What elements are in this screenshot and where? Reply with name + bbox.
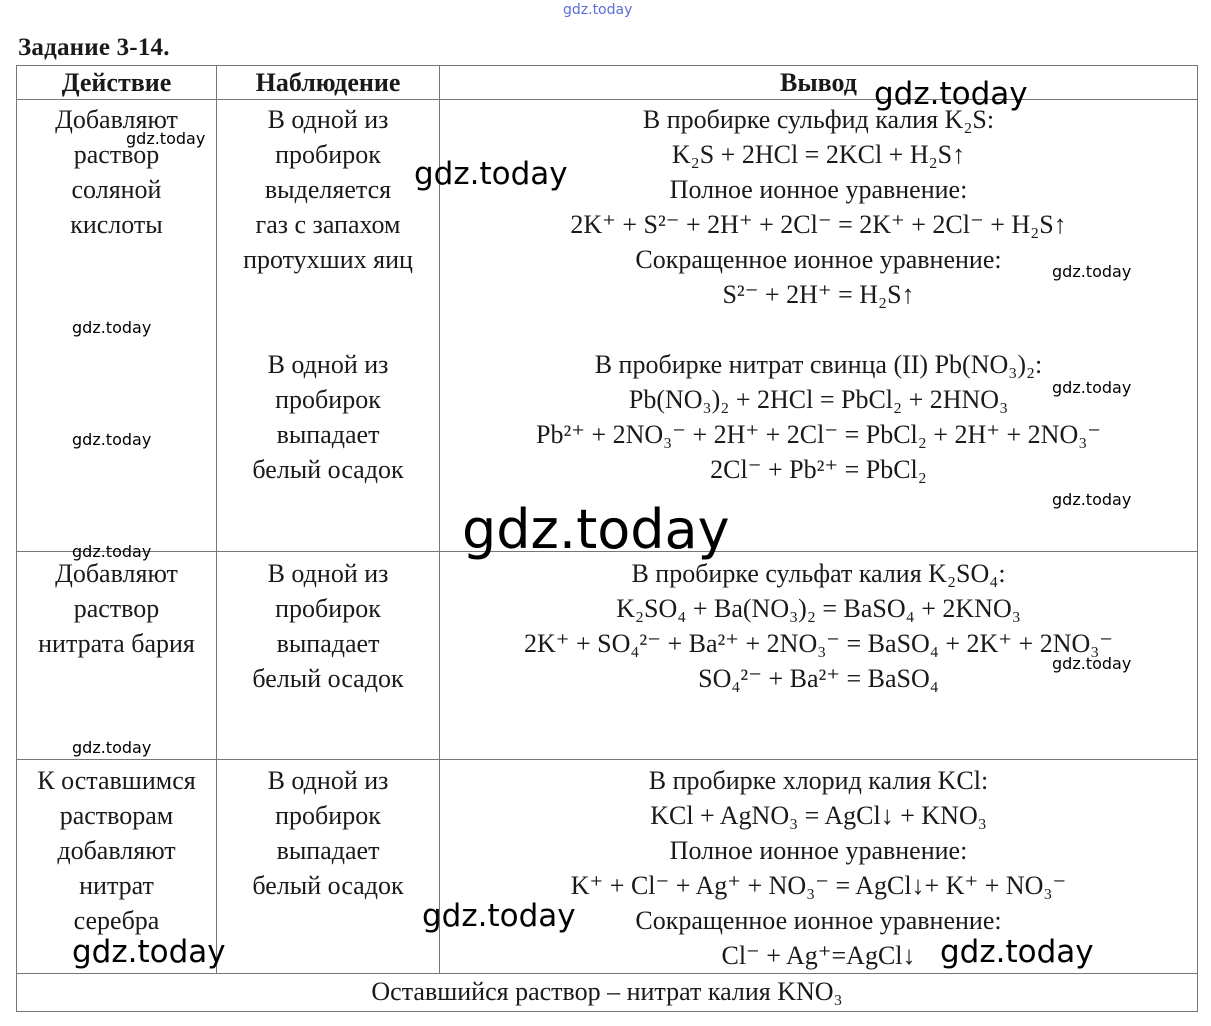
watermark: gdz.today bbox=[72, 430, 152, 449]
text-line: В одной из bbox=[267, 105, 389, 134]
watermark: gdz.today bbox=[422, 898, 576, 934]
text-line: пробирок bbox=[275, 594, 381, 623]
table-row-barium bbox=[17, 552, 1198, 760]
full-ionic-label: Полное ионное уравнение: bbox=[669, 836, 968, 865]
observation-cell bbox=[217, 552, 440, 760]
text-line: К оставшимся bbox=[37, 766, 196, 795]
watermark: gdz.today bbox=[126, 129, 206, 148]
text-line: В одной из bbox=[267, 350, 389, 379]
text-line: выпадает bbox=[276, 629, 380, 658]
text-line: пробирок bbox=[275, 140, 381, 169]
nitrate-short-ionic: 2Cl⁻ + Pb²⁺ = PbCl₂ bbox=[710, 455, 927, 484]
text-line: раствор bbox=[73, 140, 160, 169]
footer-cell: Оставшийся раствор – нитрат калия KNO₃ bbox=[17, 974, 1198, 1012]
text-line: добавляют bbox=[57, 836, 176, 865]
nitrate-equation: Pb(NO₃)₂ + 2HCl = PbCl₂ + 2HNO₃ bbox=[628, 385, 1009, 414]
watermark: gdz.today bbox=[1052, 378, 1132, 397]
sulfate-heading: В пробирке сульфат калия K₂SO₄: bbox=[631, 559, 1006, 588]
text-line: пробирок bbox=[275, 385, 381, 414]
sulfide-equation: K₂S + 2HCl = 2KCl + H₂S↑ bbox=[671, 140, 966, 169]
watermark: gdz.today bbox=[72, 318, 152, 337]
text-line: раствор bbox=[73, 594, 160, 623]
chloride-heading: В пробирке хлорид калия KCl: bbox=[648, 766, 989, 795]
table-row-footer bbox=[17, 974, 1198, 1012]
watermark: gdz.today bbox=[72, 934, 226, 970]
sulfate-full-ionic: 2K⁺ + SO₄²⁻ + Ba²⁺ + 2NO₃⁻ = BaSO₄ + 2K⁺ + 2NO₃⁻ bbox=[523, 629, 1114, 658]
text-line: растворам bbox=[59, 801, 174, 830]
sulfide-short-ionic: S²⁻ + 2H⁺ = H₂S↑ bbox=[722, 280, 915, 309]
watermark: gdz.today bbox=[72, 738, 152, 757]
text-line: протухших яиц bbox=[243, 245, 413, 274]
text-line: серебра bbox=[73, 906, 160, 935]
watermark: gdz.today bbox=[874, 76, 1028, 112]
watermark: gdz.today bbox=[1052, 262, 1132, 281]
watermark: gdz.today bbox=[1052, 654, 1132, 673]
text-line: пробирок bbox=[275, 801, 381, 830]
watermark: gdz.today bbox=[414, 156, 568, 192]
watermark: gdz.today bbox=[72, 542, 152, 561]
text-line: Добавляют bbox=[55, 559, 178, 588]
action-cell bbox=[17, 552, 217, 760]
full-ionic-label: Полное ионное уравнение: bbox=[669, 175, 968, 204]
sulfide-full-ionic: 2K⁺ + S²⁻ + 2H⁺ + 2Cl⁻ = 2K⁺ + 2Cl⁻ + H₂S↑ bbox=[570, 210, 1067, 239]
text-line: белый осадок bbox=[252, 455, 404, 484]
text-line: Добавляют bbox=[55, 105, 178, 134]
short-ionic-label: Сокращенное ионное уравнение: bbox=[635, 906, 1002, 935]
chloride-short-ionic: Cl⁻ + Ag⁺=AgCl↓ bbox=[721, 941, 916, 970]
sulfate-equation: K₂SO₄ + Ba(NO₃)₂ = BaSO₄ + 2KNO₃ bbox=[616, 594, 1021, 623]
watermark: gdz.today bbox=[940, 934, 1094, 970]
text-line: выпадает bbox=[276, 420, 380, 449]
text-line: выделяется bbox=[264, 175, 392, 204]
sulfate-short-ionic: SO₄²⁻ + Ba²⁺ = BaSO₄ bbox=[698, 664, 939, 693]
text-line: кислоты bbox=[70, 210, 163, 239]
chloride-equation: KCl + AgNO₃ = AgCl↓ + KNO₃ bbox=[650, 801, 987, 830]
text-line: белый осадок bbox=[252, 664, 404, 693]
watermark: gdz.today bbox=[462, 498, 730, 561]
text-line: В одной из bbox=[267, 766, 389, 795]
text-line: соляной bbox=[71, 175, 162, 204]
watermark: gdz.today bbox=[1052, 490, 1132, 509]
header-action: Действие bbox=[17, 66, 217, 100]
text-line: белый осадок bbox=[252, 871, 404, 900]
nitrate-heading: В пробирке нитрат свинца (II) Pb(NO₃)₂: bbox=[594, 350, 1043, 379]
nitrate-full-ionic: Pb²⁺ + 2NO₃⁻ + 2H⁺ + 2Cl⁻ = PbCl₂ + 2H⁺ + 2NO₃⁻ bbox=[535, 420, 1102, 449]
header-conclusion: Вывод bbox=[440, 66, 1198, 100]
text-line: нитрата бария bbox=[38, 629, 195, 658]
table-row-hcl bbox=[17, 100, 1198, 552]
top-watermark: gdz.today bbox=[563, 2, 633, 18]
observation-cell bbox=[217, 760, 440, 974]
task-title: Задание 3-14. bbox=[18, 34, 170, 61]
sulfide-heading: В пробирке сульфид калия K₂S: bbox=[642, 105, 995, 134]
text-line: выпадает bbox=[276, 836, 380, 865]
observation-cell bbox=[217, 100, 440, 552]
header-observation: Наблюдение bbox=[217, 66, 440, 100]
chloride-full-ionic: K⁺ + Cl⁻ + Ag⁺ + NO₃⁻ = AgCl↓+ K⁺ + NO₃⁻ bbox=[570, 871, 1067, 900]
text-line: нитрат bbox=[79, 871, 154, 900]
text-line: В одной из bbox=[267, 559, 389, 588]
short-ionic-label: Сокращенное ионное уравнение: bbox=[635, 245, 1002, 274]
text-line: газ с запахом bbox=[255, 210, 401, 239]
